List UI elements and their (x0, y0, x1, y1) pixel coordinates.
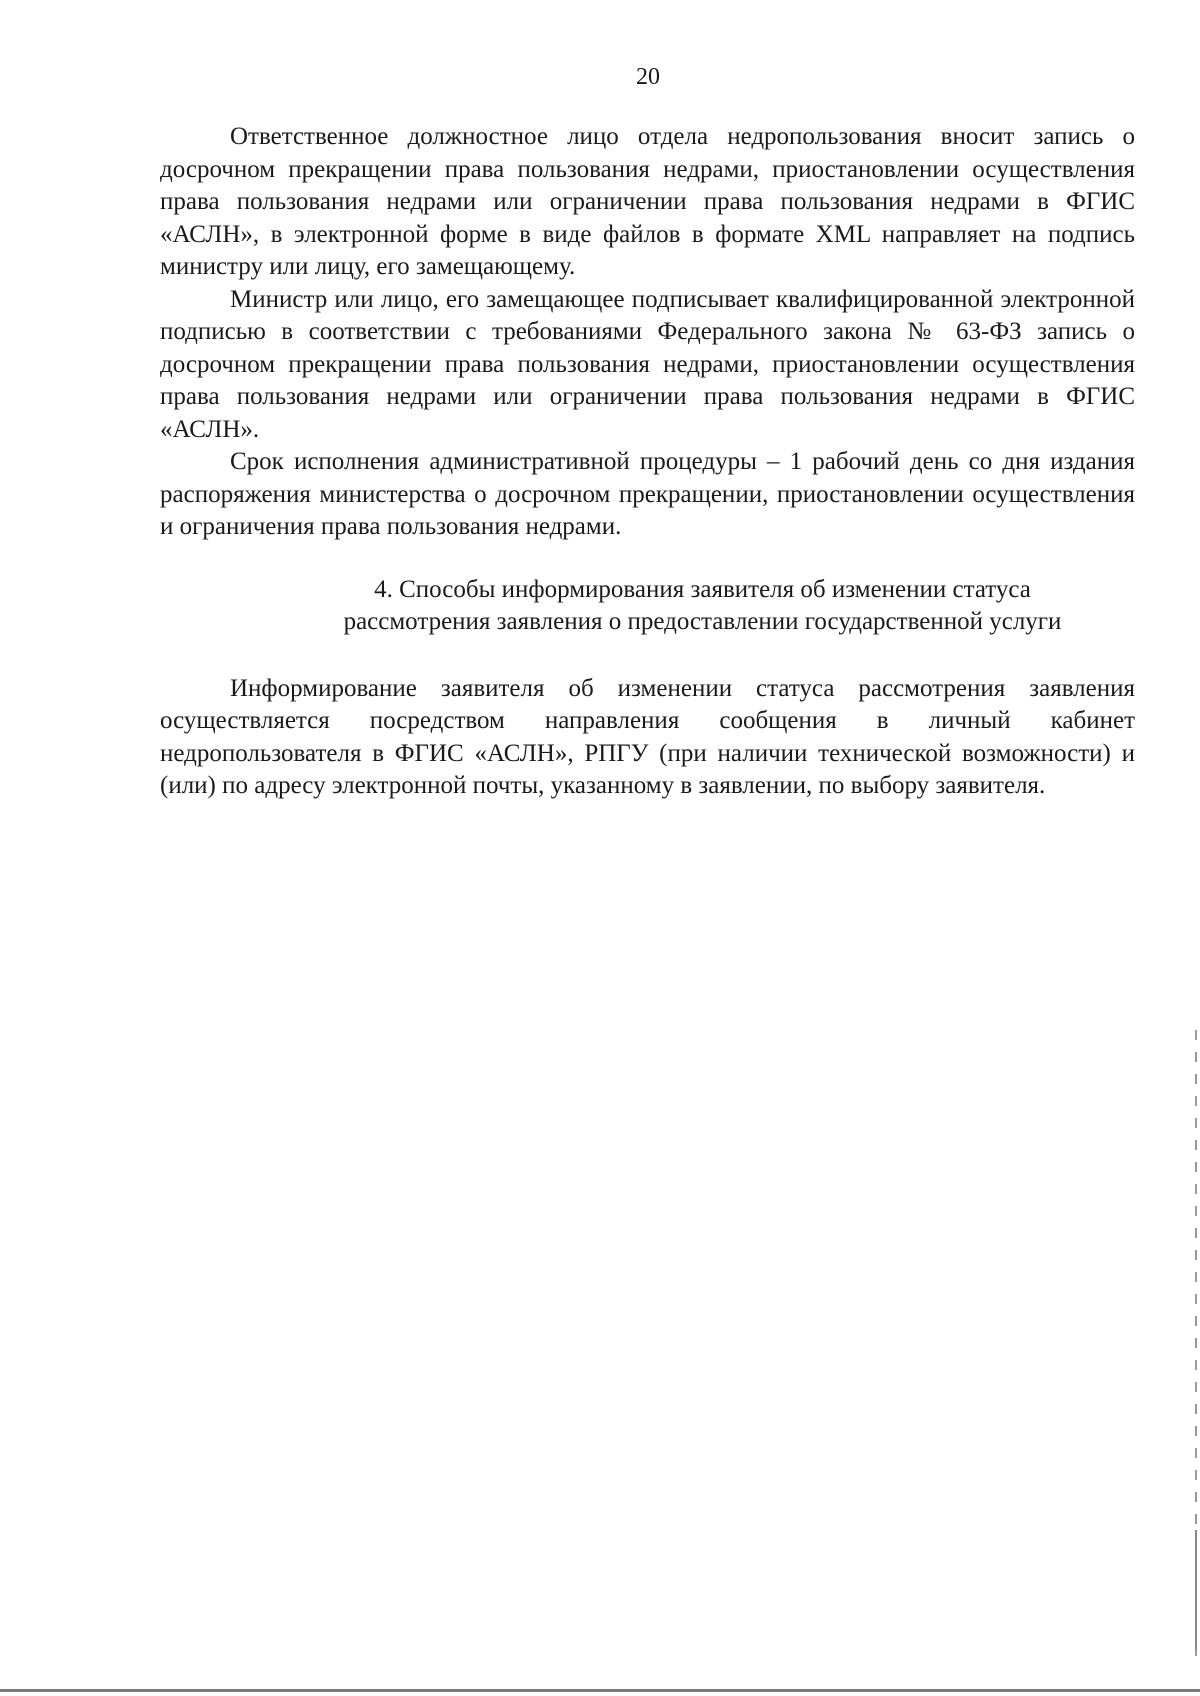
scan-edge-artifact (1195, 1530, 1197, 1650)
paragraph-record-entry: Ответственное должностное лицо отдела недропользования вносит запись о досрочном прекращении права пользования недрами, приостановлении осуществления права пользования недрами или ограничении права пользования недрами в ФГИС «АСЛН», в электронной форме в виде файлов в формате XML направляет на подпись министру или лицу, его замещающему. (160, 123, 1135, 280)
paragraph-applicant-notification: Информирование заявителя об изменении статуса рассмотрения заявления осуществляется посредством направления сообщения в личный кабинет недропользователя в ФГИС «АСЛН», РПГУ (при наличии технической возможности) и (или) по адресу электронной почты, указанному в заявлении, по выбору заявителя. (160, 674, 1135, 799)
paragraph-procedure-deadline: Срок исполнения административной процедуры – 1 рабочий день со дня издания распоряжения министерства о досрочном прекращении, приостановлении осуществления и ограничения права пользования недрами. (160, 448, 1135, 540)
section-heading (160, 574, 1135, 638)
paragraph-minister-signature: Министр или лицо, его замещающее подписывает квалифицированной электронной подписью в соответствии с требованиями Федерального закона № 63-ФЗ запись о досрочном прекращении права пользования недрами, приостановлении осуществления права пользования недрами или ограничении права пользования недрами в ФГИС «АСЛН». (160, 285, 1135, 443)
page-number: 20 (636, 64, 660, 90)
document-body (160, 121, 1135, 803)
section-heading-line-1: 4. Способы информирования заявителя об изменении статуса (374, 575, 1031, 603)
section-heading-line-2: рассмотрения заявления о предоставлении государственной услуги (343, 607, 1062, 635)
scan-bottom-border (0, 1689, 1200, 1692)
